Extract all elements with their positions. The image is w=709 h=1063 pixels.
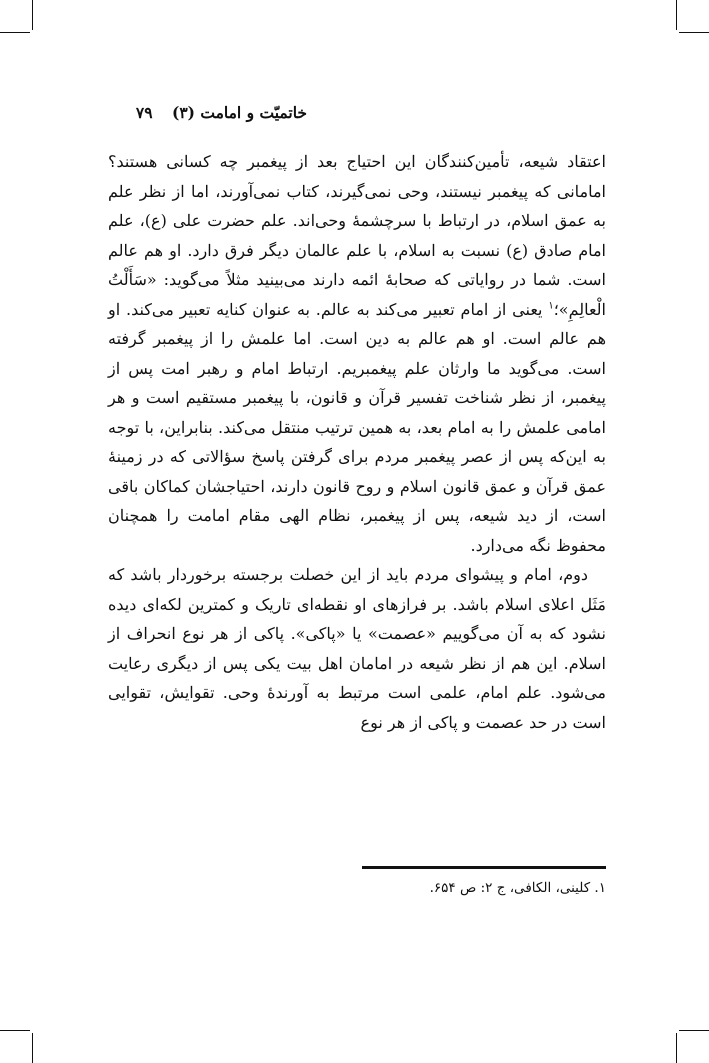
running-header [136,103,307,122]
paragraph-1-text: اعتقاد شیعه، تأمین‌کنندگان این احتیاج بعد از پیغمبر چه کسانی هستند؟ امامانی که پیغمبر نیستند، وحی نمی‌گیرند، کتاب نمی‌آورند، اما از نظر علم به عمق اسلام، در ارتباط با سرچشمهٔ وحی‌اند. علم حضرت علی (ع)، علم امام صادق (ع) نسبت به اسلام، با علم عالمان دیگر فرق دارد. او هم عالم است. شما در روایاتی که صحابهٔ ائمه دارند می‌بینید مثلاً می‌گوید: «سَأَلْتُ الْعالِمِ»؛ [108,152,606,319]
crop-mark-top-right-vertical [676,0,677,30]
crop-mark-bottom-right-horizontal [679,1030,709,1031]
paragraph-1-continuation: یعنی از امام تعبیر می‌کند به عالم. به عنوان کنایه تعبیر می‌کند. او هم عالم است. او هم عالم به دین است. اما علمش را از پیغمبر گرفته است. می‌گوید ما وارثان علم پیغمبریم. ارتباط امام و رهبر امت پس از پیغمبر، از نظر شناخت تفسیر قرآن و قانون، با پیغمبر مستقیم است و هر امامی علمش را به امام بعد، به همین ترتیب منتقل می‌کند. بنابراین، با توجه به این‌که پس از عصر پیغمبر مردم برای گرفتن پاسخ سؤالاتی که در زمینهٔ عمق قرآن و عمق قانون اسلام و روح قانون دارند، احتیاجشان کماکان باقی است، از دید شیعه، پس از پیغمبر، نظام الهی مقام امامت را همچنان محفوظ نگه می‌دارد. [108,299,607,555]
body-text [108,147,606,737]
crop-mark-top-left-horizontal [0,32,30,33]
crop-mark-bottom-left-vertical [32,1033,33,1063]
paragraph-2: دوم، امام و پیشوای مردم باید از این خصلت برجسته برخوردار باشد که مَثَل اعلای اسلام باشد. بر فرازهای او نقطه‌ای تاریک و کمترین لکه‌ای دیده نشود که به آن می‌گوییم «عصمت» یا «پاکی». پاکی از هر نوع انحراف از اسلام. این هم از نظر شیعه در امامان اهل بیت یکی پس از دیگری رعایت می‌شود. علم امام، علمی است مرتبط به آورندهٔ وحی. تقوایش، تقوایی است در حد عصمت و پاکی از هر نوع [108,565,606,732]
running-header-title: خاتمیّت و امامت (۳) [171,103,307,122]
paragraph-1 [108,147,606,560]
crop-mark-top-left-vertical [32,0,33,30]
crop-mark-bottom-right-vertical [676,1033,677,1063]
crop-mark-bottom-left-horizontal [0,1030,30,1031]
footnote-divider [362,866,606,869]
page-number: ۷۹ [135,103,153,122]
footnote-reference[interactable]: ۱ [548,300,554,312]
crop-mark-top-right-horizontal [679,32,709,33]
footnote: ۱. کلینی، الکافی، ج ۲: ص ۶۵۴. [429,880,606,896]
